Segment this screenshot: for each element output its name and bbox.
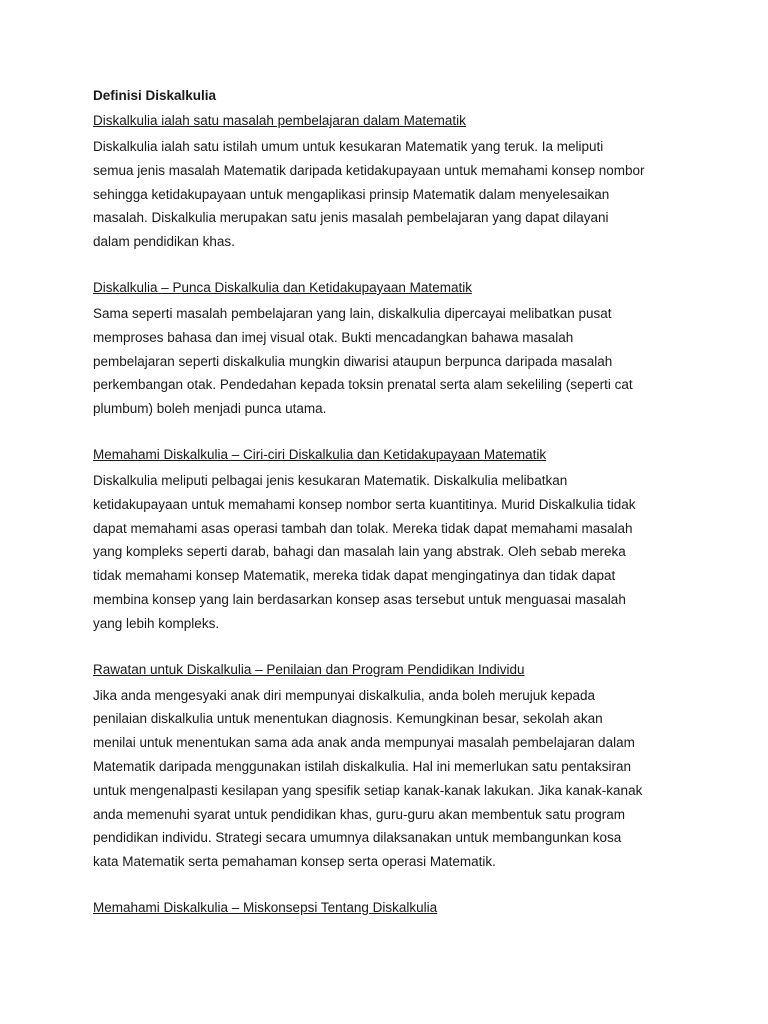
section-heading: Memahami Diskalkulia – Miskonsepsi Tentang Diskalkulia — [93, 899, 438, 915]
paragraph-line: dapat memahami asas operasi tambah dan tolak. Mereka tidak dapat memahami masalah — [93, 520, 633, 536]
section-paragraph — [93, 469, 683, 636]
document-page — [93, 86, 683, 922]
paragraph-line: yang lebih kompleks. — [93, 615, 220, 631]
section-paragraph — [93, 302, 683, 421]
section-heading: Memahami Diskalkulia – Ciri-ciri Diskalkulia dan Ketidakupayaan Matematik — [93, 446, 547, 462]
section-characteristics — [93, 445, 683, 636]
paragraph-line: sehingga ketidakupayaan untuk mengaplikasi prinsip Matematik dalam menyelesaikan — [93, 186, 610, 202]
paragraph-line: menilai untuk menentukan sama ada anak anda mempunyai masalah pembelajaran dalam — [93, 735, 635, 751]
paragraph-line: Diskalkulia ialah satu istilah umum untuk kesukaran Matematik yang teruk. Ia meliputi — [93, 139, 604, 154]
paragraph-line: dalam pendidikan khas. — [93, 234, 235, 250]
paragraph-line: Matematik daripada menggunakan istilah diskalkulia. Hal ini memerlukan satu pentaksiran — [93, 758, 632, 774]
paragraph-line: semua jenis masalah Matematik daripada ketidakupayaan untuk memahami konsep nombor — [93, 162, 645, 178]
paragraph-line: masalah. Diskalkulia merupakan satu jenis masalah pembelajaran yang dapat dilayani — [93, 210, 609, 226]
section-spacer — [93, 421, 683, 445]
section-paragraph — [93, 135, 683, 254]
paragraph-line: penilaian diskalkulia untuk menentukan diagnosis. Kemungkinan besar, sekolah akan — [93, 711, 603, 727]
paragraph-line: pembelajaran seperti diskalkulia mungkin diwarisi ataupun berpunca daripada masalah — [93, 353, 613, 369]
section-misconceptions — [93, 898, 683, 918]
section-spacer — [93, 254, 683, 278]
paragraph-line: membina konsep yang lain berdasarkan konsep asas tersebut untuk menguasai masalah — [93, 591, 626, 607]
paragraph-line: yang kompleks seperti darab, bahagi dan masalah lain yang abstrak. Oleh sebab mereka — [93, 544, 626, 560]
paragraph-line: ketidakupayaan untuk memahami konsep nombor serta kuantitinya. Murid Diskalkulia tidak — [93, 496, 636, 512]
section-heading: Diskalkulia – Punca Diskalkulia dan Ketidakupayaan Matematik — [93, 279, 472, 295]
paragraph-line: Diskalkulia meliputi pelbagai jenis kesukaran Matematik. Diskalkulia melibatkan — [93, 472, 568, 488]
document-title: Definisi Diskalkulia — [93, 88, 217, 103]
paragraph-line: plumbum) boleh menjadi punca utama. — [93, 401, 327, 417]
paragraph-line: anda memenuhi syarat untuk pendidikan khas, guru-guru akan membentuk satu program — [93, 806, 626, 822]
paragraph-line: perkembangan otak. Pendedahan kepada toksin prenatal serta alam sekeliling (seperti cat — [93, 377, 633, 393]
paragraph-line: untuk mengenalpasti kesilapan yang spesifik setiap kanak-kanak lakukan. Jika kanak-kanak — [93, 782, 643, 798]
section-causes — [93, 278, 683, 421]
section-spacer — [93, 874, 683, 898]
paragraph-line: memproses bahasa dan imej visual otak. Bukti mencadangkan bahawa masalah — [93, 329, 574, 345]
paragraph-line: tidak memahami konsep Matematik, mereka tidak dapat mengingatinya dan tidak dapat — [93, 568, 616, 584]
paragraph-line: pendidikan individu. Strategi secara umumnya dilaksanakan untuk membangunkan kosa — [93, 830, 622, 846]
section-paragraph — [93, 684, 683, 874]
paragraph-line: Jika anda mengesyaki anak diri mempunyai diskalkulia, anda boleh merujuk kepada — [93, 687, 596, 703]
paragraph-line: Sama seperti masalah pembelajaran yang lain, diskalkulia dipercayai melibatkan pusat — [93, 305, 612, 321]
section-spacer — [93, 636, 683, 660]
section-heading: Diskalkulia ialah satu masalah pembelajaran dalam Matematik — [93, 113, 466, 128]
section-heading: Rawatan untuk Diskalkulia – Penilaian dan Program Pendidikan Individu — [93, 661, 525, 677]
paragraph-line: kata Matematik serta pemahaman konsep serta operasi Matematik. — [93, 854, 496, 870]
section-treatment — [93, 660, 683, 874]
section-definition — [93, 111, 683, 254]
